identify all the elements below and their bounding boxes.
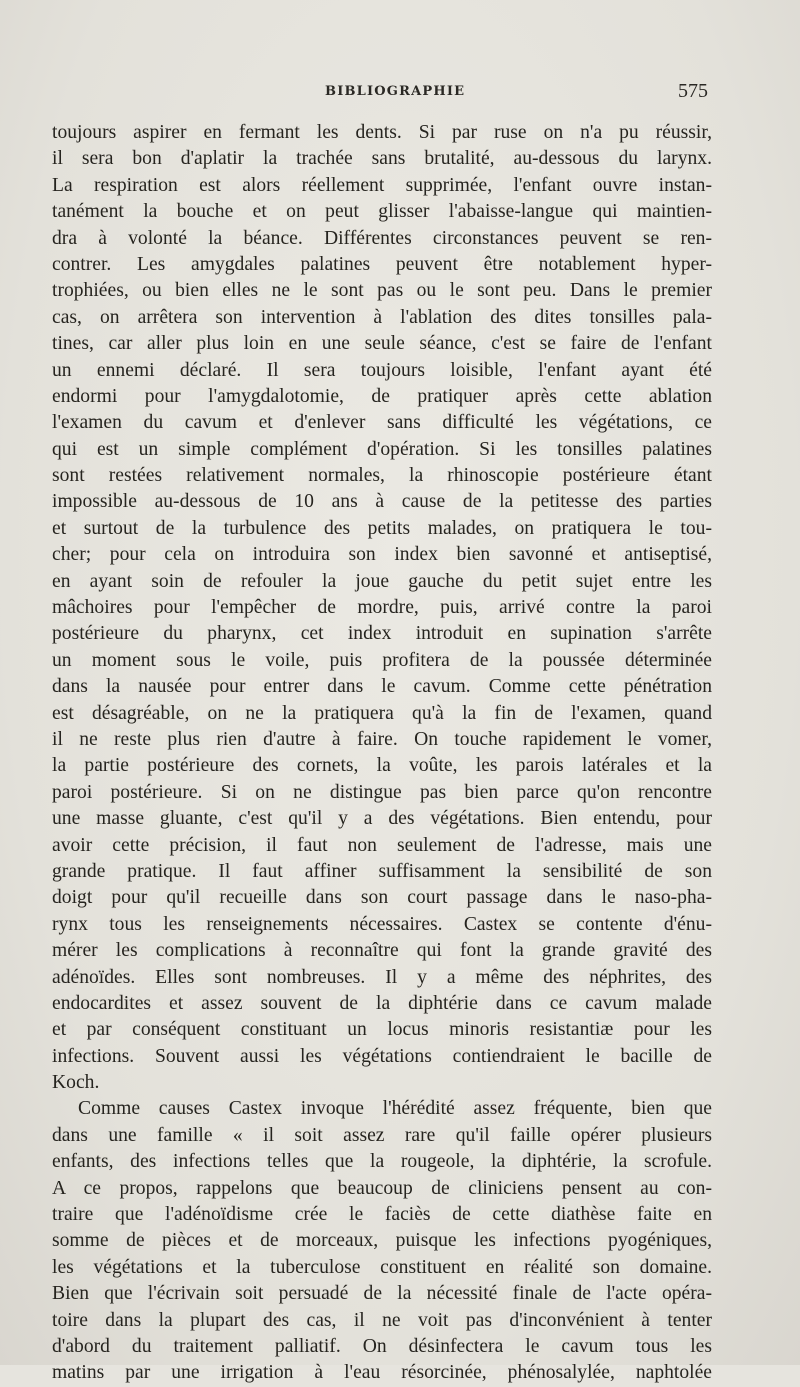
text-line: adénoïdes. Elles sont nombreuses. Il y a même des néphrites, des: [52, 966, 712, 988]
text-line: cas, on arrêtera son intervention à l'ablation des dites tonsilles pala-: [52, 306, 712, 328]
text-line: La respiration est alors réellement supprimée, l'enfant ouvre instan-: [52, 174, 712, 196]
text-line: il sera bon d'aplatir la trachée sans brutalité, au-dessous du larynx.: [52, 148, 712, 170]
text-line: endormi pour l'amygdalotomie, de pratiquer après cette ablation: [52, 385, 712, 407]
text-line: matins par une irrigation à l'eau résorcinée, phénosalylée, naphtolée: [52, 1362, 712, 1384]
text-line: A ce propos, rappelons que beaucoup de cliniciens pensent au con-: [52, 1177, 712, 1199]
text-line: doigt pour qu'il recueille dans son court passage dans le naso-pha-: [52, 887, 712, 909]
text-line: et surtout de la turbulence des petits malades, on pratiquera le tou-: [52, 517, 712, 539]
text-line: traire que l'adénoïdisme crée le faciès de cette diathèse faite en: [52, 1204, 712, 1226]
text-line: postérieure du pharynx, cet index introduit en supination s'arrête: [52, 623, 712, 645]
text-line: trophiées, ou bien elles ne le sont pas ou le sont peu. Dans le premier: [52, 280, 712, 302]
text-line: contrer. Les amygdales palatines peuvent être notablement hyper-: [52, 253, 712, 275]
text-line: toire dans la plupart des cas, il ne voit pas d'inconvénient à tenter: [52, 1309, 712, 1331]
body-text: [52, 120, 712, 1387]
text-line: tanément la bouche et on peut glisser l'abaisse-langue qui maintien-: [52, 201, 712, 223]
text-line: somme de pièces et de morceaux, puisque les infections pyogéniques,: [52, 1230, 712, 1252]
text-line: la partie postérieure des cornets, la voûte, les parois latérales et la: [52, 755, 712, 777]
text-line: avoir cette précision, il faut non seulement de l'adresse, mais une: [52, 834, 712, 856]
text-line: d'abord du traitement palliatif. On désinfectera le cavum tous les: [52, 1335, 712, 1357]
text-line: toujours aspirer en fermant les dents. Si par ruse on n'a pu réussir,: [52, 122, 712, 143]
text-line: un ennemi déclaré. Il sera toujours loisible, l'enfant ayant été: [52, 359, 712, 381]
text-line: Bien que l'écrivain soit persuadé de la nécessité finale de l'acte opéra-: [52, 1283, 712, 1305]
running-title: BIBLIOGRAPHIE: [325, 84, 466, 99]
text-line: une masse gluante, c'est qu'il y a des végétations. Bien entendu, pour: [52, 808, 712, 830]
text-line: grande pratique. Il faut affiner suffisamment la sensibilité de son: [52, 860, 712, 882]
running-head: [0, 80, 800, 104]
text-line: dra à volonté la béance. Différentes circonstances peuvent se ren-: [52, 227, 712, 249]
text-line: un moment sous le voile, puis profitera de la poussée déterminée: [52, 649, 712, 671]
text-line: rynx tous les renseignements nécessaires. Castex se contente d'énu-: [52, 913, 712, 935]
text-line: et par conséquent constituant un locus minoris resistantiæ pour les: [52, 1019, 712, 1041]
text-line: endocardites et assez souvent de la diphtérie dans ce cavum malade: [52, 992, 712, 1014]
text-line: infections. Souvent aussi les végétations contiendraient le bacille de: [52, 1045, 712, 1067]
text-line: tines, car aller plus loin en une seule séance, c'est se faire de l'enfant: [52, 333, 712, 355]
text-line: l'examen du cavum et d'enlever sans difficulté les végétations, ce: [52, 412, 712, 434]
text-line: qui est un simple complément d'opération. Si les tonsilles palatines: [52, 438, 712, 460]
text-line: impossible au-dessous de 10 ans à cause de la petitesse des parties: [52, 491, 712, 513]
text-line: sont restées relativement normales, la rhinoscopie postérieure étant: [52, 465, 712, 487]
text-line: dans la nausée pour entrer dans le cavum. Comme cette pénétration: [52, 676, 712, 698]
text-line: enfants, des infections telles que la rougeole, la diphtérie, la scrofule.: [52, 1151, 712, 1173]
text-line: mâchoires pour l'empêcher de mordre, puis, arrivé contre la paroi: [52, 597, 712, 619]
text-line: Comme causes Castex invoque l'hérédité assez fréquente, bien que: [78, 1098, 712, 1120]
page-number: 575: [678, 80, 708, 102]
text-line: les végétations et la tuberculose constituent en réalité son domaine.: [52, 1256, 712, 1278]
text-line: Koch.: [52, 1072, 100, 1094]
text-line: est désagréable, on ne la pratiquera qu'à la fin de l'examen, quand: [52, 702, 712, 724]
text-line: mérer les complications à reconnaître qui font la grande gravité des: [52, 940, 712, 962]
text-line: paroi postérieure. Si on ne distingue pas bien parce qu'on rencontre: [52, 781, 712, 803]
text-line: il ne reste plus rien d'autre à faire. On touche rapidement le vomer,: [52, 728, 712, 750]
text-line: en ayant soin de refouler la joue gauche du petit sujet entre les: [52, 570, 712, 592]
text-line: dans une famille « il soit assez rare qu'il faille opérer plusieurs: [52, 1124, 712, 1146]
text-line: cher; pour cela on introduira son index bien savonné et antiseptisé,: [52, 544, 712, 566]
